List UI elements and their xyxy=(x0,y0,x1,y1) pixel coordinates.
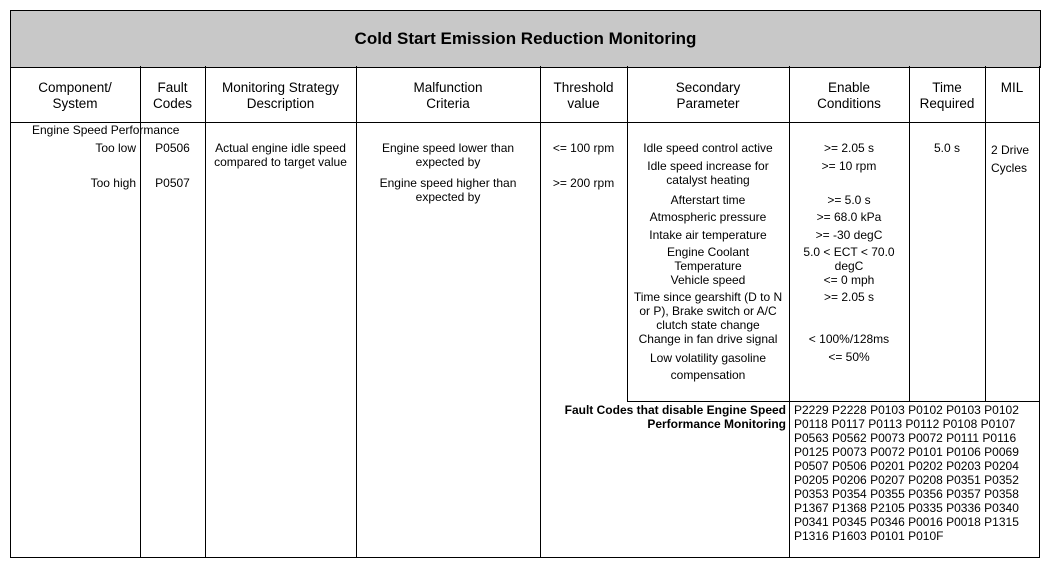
header-strategy: Monitoring Strategy Description xyxy=(221,80,340,111)
header-secondary: Secondary Parameter xyxy=(675,80,741,111)
component-too-high: Too high xyxy=(90,176,136,190)
enable-condition: <= 0 mph xyxy=(823,273,875,287)
header-threshold: Threshold value xyxy=(553,80,614,111)
col-divider xyxy=(540,66,541,558)
col-divider xyxy=(10,66,11,558)
secondary-param: Intake air temperature xyxy=(649,228,767,242)
secondary-param: Atmospheric pressure xyxy=(649,210,767,224)
component-too-low: Too low xyxy=(95,141,136,155)
disable-codes-list: P2229 P2228 P0103 P0102 P0103 P0102 P0118 P0117 P0113 P0112 P0108 P0107 P0563 P0562 P0073 P0072 P0111 P0116 P0125 P0073 P0072 P0101 P0106 P0069 P0507 P0506 P0201 P0202 P0203 P0204 P0205 P0206 P0207 P0208 P0351 P0352 P0353 P0354 P0355 P0356 P0357 P0358 P1367 P1368 P2105 P0335 P0336 P0340 P0341 P0345 P0346 P0016 P0018 P1315 P1316 P1603 P0101 P010F xyxy=(794,403,1019,543)
monitoring-table xyxy=(10,10,1040,558)
secondary-block-divider xyxy=(627,401,1040,402)
fault-code-high: P0507 xyxy=(155,176,190,190)
secondary-param: Vehicle speed xyxy=(670,273,746,287)
secondary-param: Change in fan drive signal xyxy=(638,332,778,346)
header-enable: Enable Conditions xyxy=(817,80,881,111)
secondary-param: Afterstart time xyxy=(670,193,746,207)
header-time: Time Required xyxy=(919,80,975,111)
table-title: Cold Start Emission Reduction Monitoring xyxy=(10,10,1041,68)
enable-condition: >= 10 rpm xyxy=(821,159,877,173)
enable-condition: >= 2.05 s xyxy=(823,290,875,304)
threshold-high: >= 200 rpm xyxy=(552,176,615,190)
secondary-param: Idle speed control active xyxy=(643,141,773,155)
component-name: Engine Speed Performance xyxy=(32,123,180,137)
disable-codes-label: Fault Codes that disable Engine Speed Performance Monitoring xyxy=(564,403,786,431)
header-malfunction: Malfunction Criteria xyxy=(413,80,483,111)
enable-condition: >= 68.0 kPa xyxy=(816,210,882,224)
enable-condition: < 100%/128ms xyxy=(808,332,890,346)
col-divider xyxy=(356,66,357,558)
secondary-param: Low volatility gasoline compensation xyxy=(649,351,767,382)
malfunction-low: Engine speed lower than expected by xyxy=(381,141,515,169)
header-mil: MIL xyxy=(1000,80,1024,95)
strategy-description: Actual engine idle speed compared to target value xyxy=(214,141,347,169)
header-fault-codes: Fault Codes xyxy=(152,80,193,111)
enable-condition: 5.0 < ECT < 70.0 degC xyxy=(803,245,895,273)
mil-value: 2 Drive Cycles xyxy=(991,143,1030,175)
table-bottom-border xyxy=(10,557,1040,558)
enable-condition: >= 2.05 s xyxy=(823,141,875,155)
col-divider xyxy=(140,66,141,558)
header-component: Component/ System xyxy=(38,80,112,111)
threshold-low: <= 100 rpm xyxy=(552,141,615,155)
enable-condition: >= -30 degC xyxy=(815,228,883,242)
secondary-param: Engine Coolant Temperature xyxy=(666,245,750,273)
enable-condition: <= 50% xyxy=(828,350,870,364)
malfunction-high: Engine speed higher than expected by xyxy=(379,176,517,204)
col-divider xyxy=(205,66,206,558)
secondary-param: Idle speed increase for catalyst heating xyxy=(647,159,769,187)
col-divider xyxy=(789,66,790,558)
time-required: 5.0 s xyxy=(933,141,960,155)
fault-code-low: P0506 xyxy=(155,141,190,155)
secondary-param: Time since gearshift (D to N or P), Brake switch or A/C clutch state change xyxy=(633,290,783,332)
col-divider xyxy=(1039,66,1040,558)
enable-condition: >= 5.0 s xyxy=(827,193,871,207)
